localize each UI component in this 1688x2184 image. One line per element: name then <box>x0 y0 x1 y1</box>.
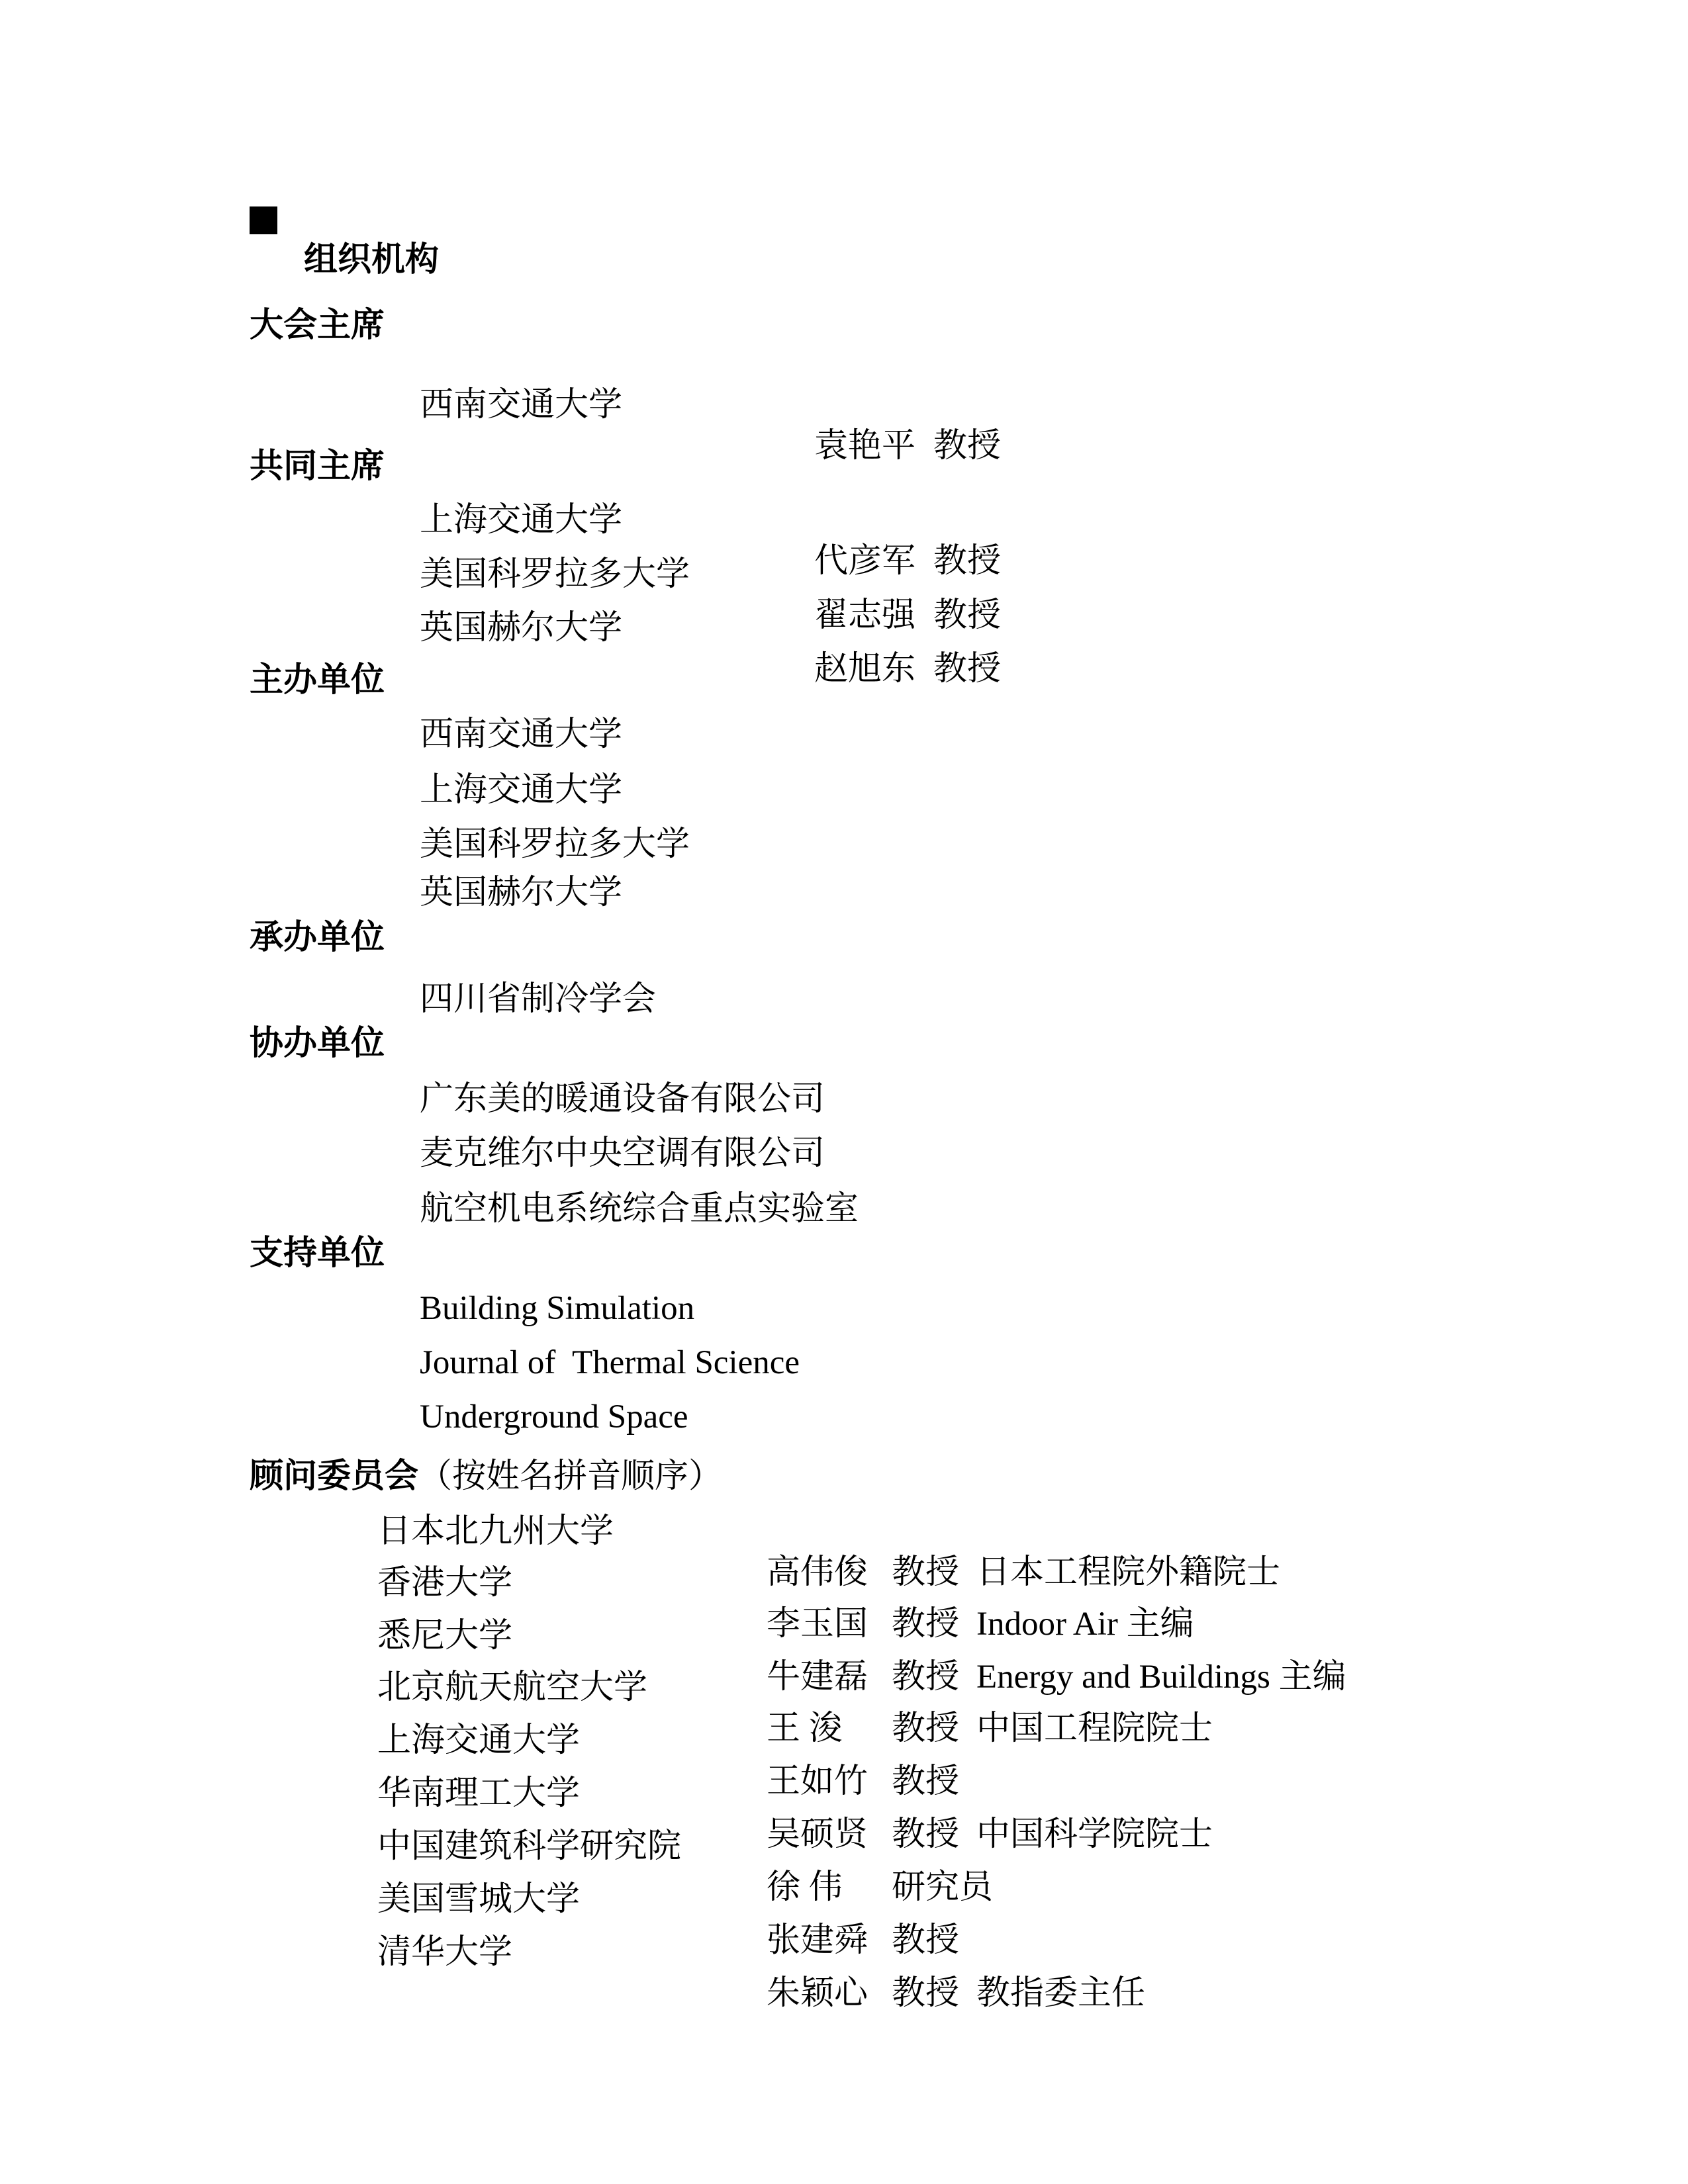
person-extra: 中国工程院院士 <box>976 1710 1213 1747</box>
person-title: 教授 <box>933 428 1002 465</box>
list-item <box>0 1355 1688 1435</box>
org-cell: 美国雪城大学 <box>377 1881 581 1918</box>
org-cell: 上海交通大学 <box>420 772 623 809</box>
list-item <box>0 1301 1688 1381</box>
person-title: 教授 <box>892 1763 960 1800</box>
person-name: 袁艳平 <box>814 428 916 465</box>
journal-name: Building Simulation <box>420 1290 695 1327</box>
person-title: 教授 <box>892 1975 960 2012</box>
list-item <box>0 938 1688 1018</box>
list-item <box>0 1038 1688 1118</box>
org-cell: 华南理工大学 <box>377 1775 581 1812</box>
person-extra: 中国科学院院士 <box>976 1816 1213 1853</box>
list-item <box>0 1247 1688 1327</box>
doc-title-line <box>0 199 1688 279</box>
journal-name: Journal of Thermal Science <box>420 1344 800 1381</box>
org-cell: 西南交通大学 <box>420 387 623 424</box>
person-title: 教授 <box>892 1710 960 1747</box>
person-title: 教授 <box>933 543 1002 580</box>
person-cell <box>767 1973 1145 2014</box>
heading-supporters: 支持单位 <box>250 1235 385 1272</box>
org-cell: 广东美的暖通设备有限公司 <box>420 1081 825 1118</box>
list-item <box>0 1092 1688 1172</box>
org-cell: 上海交通大学 <box>420 502 623 539</box>
person-name: 王如竹 <box>767 1763 868 1800</box>
person-name: 吴硕贤 <box>767 1816 868 1853</box>
heading-advisory-note: （按姓名拼音顺序） <box>418 1458 723 1495</box>
org-cell: 日本北九州大学 <box>377 1513 614 1550</box>
person-title: 教授 <box>892 1554 960 1591</box>
org-cell: 悉尼大学 <box>377 1617 513 1655</box>
person-name: 王 浚 <box>767 1710 843 1747</box>
org-cell: 航空机电系统综合重点实验室 <box>420 1191 859 1228</box>
person-name: 徐 伟 <box>767 1869 843 1906</box>
person-name: 代彦军 <box>814 543 916 580</box>
heading-chairman: 大会主席 <box>250 307 385 344</box>
person-name: 李玉国 <box>767 1606 868 1643</box>
org-cell: 清华大学 <box>377 1934 513 1971</box>
person-extra: 日本工程院外籍院士 <box>976 1554 1281 1591</box>
org-cell: 美国科罗拉多大学 <box>420 556 690 593</box>
person-title: 教授 <box>892 1659 960 1696</box>
person-title: 研究员 <box>892 1869 994 1906</box>
person-title: 教授 <box>892 1606 960 1643</box>
heading-advisory <box>0 1415 1688 1495</box>
person-name: 赵旭东 <box>814 651 916 688</box>
person-name: 翟志强 <box>814 597 916 634</box>
heading-advisory-label: 顾问委员会 <box>250 1458 419 1495</box>
person-title: 教授 <box>933 597 1002 634</box>
heading-co-organizers: 协办单位 <box>250 1025 385 1062</box>
org-cell: 西南交通大学 <box>420 716 623 753</box>
person-name: 朱颖心 <box>767 1975 868 2012</box>
committee-row <box>0 343 1688 465</box>
list-item <box>0 1148 1688 1228</box>
org-cell: 英国赫尔大学 <box>420 874 623 911</box>
person-extra: 教指委主任 <box>976 1975 1146 2012</box>
org-cell: 英国赫尔大学 <box>420 610 623 647</box>
journal-name: Underground Space <box>420 1398 688 1435</box>
list-item <box>0 673 1688 753</box>
org-cell: 麦克维尔中央空调有限公司 <box>420 1135 825 1172</box>
person-title: 教授 <box>892 1922 960 1959</box>
org-cell: 香港大学 <box>377 1565 513 1602</box>
heading-organizer: 承办单位 <box>250 919 385 956</box>
person-name: 牛建磊 <box>767 1659 868 1696</box>
person-extra: Energy and Buildings 主编 <box>976 1659 1346 1696</box>
org-cell: 上海交通大学 <box>377 1722 581 1759</box>
heading-co-chairs: 共同主席 <box>250 448 385 485</box>
person-name: 高伟俊 <box>767 1554 868 1591</box>
person-name: 张建舜 <box>767 1922 868 1959</box>
page-title: 组织机构 <box>304 242 440 279</box>
org-cell: 中国建筑科学研究院 <box>377 1828 682 1865</box>
person-extra: Indoor Air 主编 <box>976 1606 1194 1643</box>
person-title: 教授 <box>892 1816 960 1853</box>
org-cell: 美国科罗拉多大学 <box>420 826 690 863</box>
person-title: 教授 <box>933 651 1002 688</box>
list-item <box>0 831 1688 911</box>
heading-hosts: 主办单位 <box>250 662 385 699</box>
list-item <box>0 783 1688 863</box>
org-cell: 北京航天航空大学 <box>377 1669 648 1706</box>
list-item <box>0 729 1688 809</box>
org-cell: 四川省制冷学会 <box>420 981 657 1018</box>
